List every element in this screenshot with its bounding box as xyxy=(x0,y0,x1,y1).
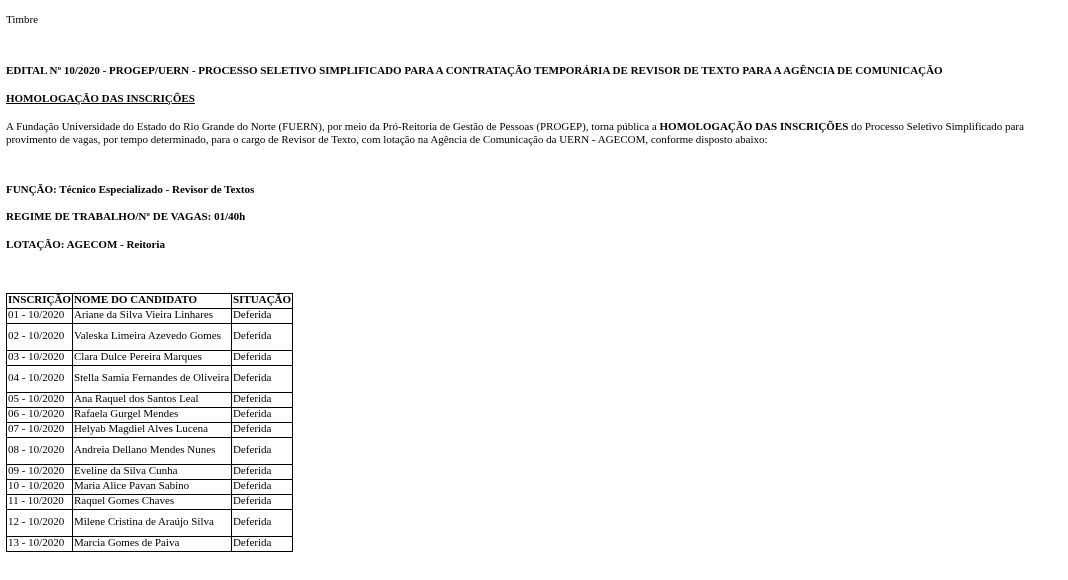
cell-situacao: Deferida xyxy=(231,323,292,350)
cell-inscricao: 11 - 10/2020 xyxy=(7,494,73,509)
cell-nome: Marcia Gomes de Paiva xyxy=(72,536,231,551)
cell-situacao: Deferida xyxy=(231,365,292,392)
cell-nome: Eveline da Silva Cunha xyxy=(72,464,231,479)
table-row xyxy=(7,536,293,551)
table-row xyxy=(7,494,293,509)
table-body xyxy=(7,308,293,551)
table-header-row xyxy=(7,293,293,308)
cell-nome: Clara Dulce Pereira Marques xyxy=(72,350,231,365)
document-title: EDITAL Nº 10/2020 - PROGEP/UERN - PROCESSO SELETIVO SIMPLIFICADO PARA A CONTRATAÇÃO TEMPORÁRIA DE REVISOR DE TEXTO PARA A AGÊNCIA DE COMUNICAÇÃO xyxy=(6,64,943,77)
header-situacao: SITUAÇÃO xyxy=(232,294,292,307)
candidates-table xyxy=(6,293,293,552)
cell-situacao: Deferida xyxy=(231,392,292,407)
cell-situacao: Deferida xyxy=(231,407,292,422)
cell-situacao: Deferida xyxy=(231,308,292,323)
section-heading: HOMOLOGAÇÃO DAS INSCRIÇÕES xyxy=(6,92,195,105)
cell-situacao: Deferida xyxy=(231,464,292,479)
cell-nome: Helyab Magdiel Alves Lucena xyxy=(72,422,231,437)
cell-nome: Ana Raquel dos Santos Leal xyxy=(72,392,231,407)
cell-nome: Raquel Gomes Chaves xyxy=(72,494,231,509)
cell-inscricao: 08 - 10/2020 xyxy=(7,437,73,464)
cell-inscricao: 01 - 10/2020 xyxy=(7,308,73,323)
cell-situacao: Deferida xyxy=(231,536,292,551)
cell-nome: Milene Cristina de Araújo Silva xyxy=(72,509,231,536)
cell-nome: Rafaela Gurgel Mendes xyxy=(72,407,231,422)
table-row xyxy=(7,392,293,407)
cell-inscricao: 04 - 10/2020 xyxy=(7,365,73,392)
table-row xyxy=(7,308,293,323)
table-row xyxy=(7,479,293,494)
cell-situacao: Deferida xyxy=(231,479,292,494)
cell-situacao: Deferida xyxy=(231,509,292,536)
intro-text-2: do Processo Seletivo Simplificado para provimento de vagas, por tempo determinado, para o cargo de Revisor de Texto, com lotação na Agência de Comunicação da UERN - AGECOM, conforme disposto abaixo: xyxy=(6,121,1024,147)
table-row xyxy=(7,323,293,350)
cell-situacao: Deferida xyxy=(231,437,292,464)
function-field: FUNÇÃO: Técnico Especializado - Revisor de Textos xyxy=(6,183,255,196)
table-row xyxy=(7,422,293,437)
cell-inscricao: 06 - 10/2020 xyxy=(7,407,73,422)
cell-nome: Ariane da Silva Vieira Linhares xyxy=(72,308,231,323)
header-inscricao: INSCRIÇÃO xyxy=(8,294,71,307)
cell-situacao: Deferida xyxy=(231,494,292,509)
cell-nome: Valeska Limeira Azevedo Gomes xyxy=(72,323,231,350)
cell-situacao: Deferida xyxy=(231,422,292,437)
cell-inscricao: 12 - 10/2020 xyxy=(7,509,73,536)
cell-inscricao: 03 - 10/2020 xyxy=(7,350,73,365)
table-row xyxy=(7,350,293,365)
header-nome: NOME DO CANDIDATO xyxy=(72,293,231,308)
location-field: LOTAÇÃO: AGECOM - Reitoria xyxy=(6,238,165,251)
cell-inscricao: 02 - 10/2020 xyxy=(7,323,73,350)
letterhead-label: Timbre xyxy=(6,14,38,26)
cell-inscricao: 05 - 10/2020 xyxy=(7,392,73,407)
cell-inscricao: 13 - 10/2020 xyxy=(7,536,73,551)
table-row xyxy=(7,437,293,464)
cell-inscricao: 10 - 10/2020 xyxy=(7,479,73,494)
table-row xyxy=(7,407,293,422)
cell-situacao: Deferida xyxy=(231,350,292,365)
cell-inscricao: 09 - 10/2020 xyxy=(7,464,73,479)
table-row xyxy=(7,464,293,479)
table-row xyxy=(7,365,293,392)
cell-nome: Maria Alice Pavan Sabino xyxy=(72,479,231,494)
cell-nome: Stella Samia Fernandes de Oliveira xyxy=(72,365,231,392)
cell-nome: Andreia Dellano Mendes Nunes xyxy=(72,437,231,464)
intro-text-1: A Fundação Universidade do Estado do Rio Grande do Norte (FUERN), por meio da Pró-Reitoria de Gestão de Pessoas (PROGEP), torna pública a xyxy=(6,121,660,134)
intro-bold-text: HOMOLOGAÇÃO DAS INSCRIÇÕES xyxy=(659,121,849,134)
work-regime-field: REGIME DE TRABALHO/Nº DE VAGAS: 01/40h xyxy=(6,211,246,224)
cell-inscricao: 07 - 10/2020 xyxy=(7,422,73,437)
intro-paragraph xyxy=(6,121,1056,146)
table-row xyxy=(7,509,293,536)
